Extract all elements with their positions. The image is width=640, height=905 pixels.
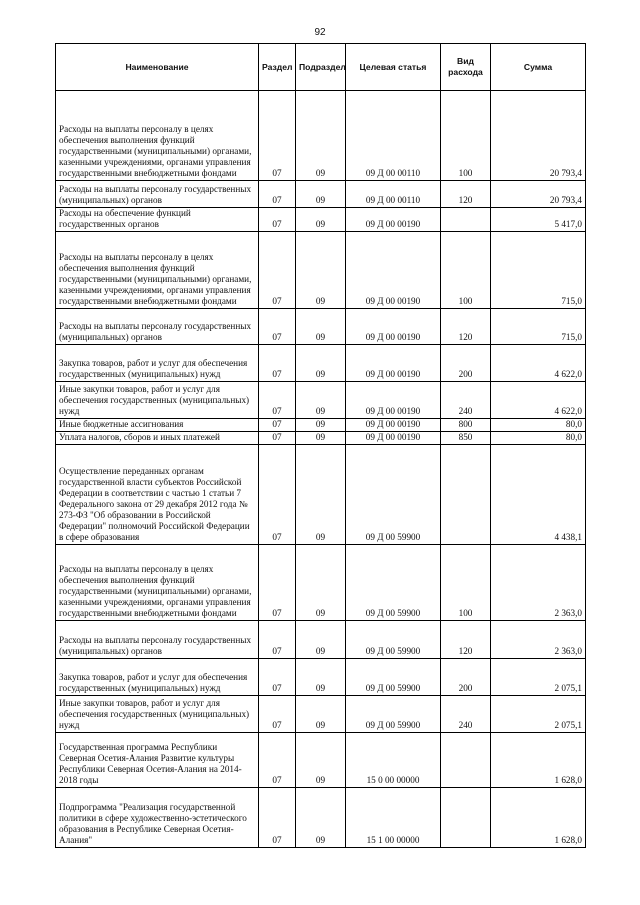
row-section: 07 — [259, 232, 296, 309]
row-name: Расходы на выплаты персоналу в целях обеспечения выполнения функций государственными (муниципальными) органами, казенными учреждениями, органами управления государственными внебюджетными фондами — [56, 91, 259, 181]
row-section: 07 — [259, 91, 296, 181]
row-subsection: 09 — [296, 621, 346, 659]
row-section: 07 — [259, 382, 296, 419]
row-section: 07 — [259, 733, 296, 788]
row-sum: 2 363,0 — [491, 545, 586, 621]
row-target: 09 Д 00 00190 — [346, 208, 441, 232]
row-name: Иные закупки товаров, работ и услуг для обеспечения государственных (муниципальных) нужд — [56, 696, 259, 733]
table-row — [56, 208, 586, 232]
row-section: 07 — [259, 621, 296, 659]
row-name: Иные закупки товаров, работ и услуг для обеспечения государственных (муниципальных) нужд — [56, 382, 259, 419]
row-sum: 20 793,4 — [491, 181, 586, 208]
header-subsection: Подраздел — [296, 44, 346, 91]
row-subsection: 09 — [296, 788, 346, 848]
row-type — [441, 208, 491, 232]
table-row — [56, 309, 586, 345]
row-sum: 2 075,1 — [491, 696, 586, 733]
row-section: 07 — [259, 696, 296, 733]
row-name: Расходы на выплаты персоналу в целях обеспечения выполнения функций государственными (муниципальными) органами, казенными учреждениями, органами управления государственными внебюджетными фондами — [56, 545, 259, 621]
row-type: 850 — [441, 432, 491, 445]
row-type: 120 — [441, 181, 491, 208]
row-target: 09 Д 00 00190 — [346, 419, 441, 432]
row-section: 07 — [259, 432, 296, 445]
row-subsection: 09 — [296, 345, 346, 382]
row-name: Расходы на выплаты персоналу государственных (муниципальных) органов — [56, 181, 259, 208]
row-sum: 2 363,0 — [491, 621, 586, 659]
row-type — [441, 733, 491, 788]
table-row — [56, 621, 586, 659]
table-row — [56, 545, 586, 621]
row-target: 09 Д 00 00190 — [346, 432, 441, 445]
table-row — [56, 696, 586, 733]
row-type: 200 — [441, 659, 491, 696]
row-subsection: 09 — [296, 733, 346, 788]
row-target: 09 Д 00 59900 — [346, 696, 441, 733]
table-row — [56, 181, 586, 208]
row-sum: 80,0 — [491, 432, 586, 445]
row-subsection: 09 — [296, 181, 346, 208]
header-name: Наименование — [56, 44, 259, 91]
row-subsection: 09 — [296, 419, 346, 432]
row-name: Расходы на обеспечение функций государственных органов — [56, 208, 259, 232]
row-name: Осуществление переданных органам государственной власти субъектов Российской Федерации в соответствии с частью 1 статьи 7 Федерального закона от 29 декабря 2012 года № 273-ФЗ "Об образовании в Российской Федерации" полномочий Российской Федерации в сфере образования — [56, 445, 259, 545]
row-type — [441, 445, 491, 545]
row-name: Государственная программа Республики Северная Осетия-Алания Развитие культуры Республики Северная Осетия-Алания на 2014-2018 годы — [56, 733, 259, 788]
row-subsection: 09 — [296, 545, 346, 621]
row-name: Подпрограмма "Реализация государственной политики в сфере художественно-эстетического образования в Республике Северная Осетия-Алания" — [56, 788, 259, 848]
row-target: 09 Д 00 59900 — [346, 545, 441, 621]
row-section: 07 — [259, 545, 296, 621]
row-name: Закупка товаров, работ и услуг для обеспечения государственных (муниципальных) нужд — [56, 345, 259, 382]
row-section: 07 — [259, 345, 296, 382]
row-subsection: 09 — [296, 232, 346, 309]
row-type: 200 — [441, 345, 491, 382]
row-subsection: 09 — [296, 309, 346, 345]
row-target: 09 Д 00 59900 — [346, 621, 441, 659]
row-section: 07 — [259, 659, 296, 696]
row-subsection: 09 — [296, 432, 346, 445]
row-sum: 4 438,1 — [491, 445, 586, 545]
row-target: 09 Д 00 00190 — [346, 309, 441, 345]
row-sum: 715,0 — [491, 309, 586, 345]
table-row — [56, 659, 586, 696]
row-section: 07 — [259, 445, 296, 545]
row-section: 07 — [259, 419, 296, 432]
row-type: 240 — [441, 696, 491, 733]
table-row — [56, 788, 586, 848]
row-sum: 4 622,0 — [491, 345, 586, 382]
row-type — [441, 788, 491, 848]
row-section: 07 — [259, 309, 296, 345]
header-section: Раздел — [259, 44, 296, 91]
row-target: 09 Д 00 00190 — [346, 382, 441, 419]
row-target: 09 Д 00 59900 — [346, 445, 441, 545]
table-row — [56, 432, 586, 445]
table-row — [56, 445, 586, 545]
header-target: Целевая статья — [346, 44, 441, 91]
row-target: 15 1 00 00000 — [346, 788, 441, 848]
row-sum: 20 793,4 — [491, 91, 586, 181]
row-type: 100 — [441, 232, 491, 309]
row-section: 07 — [259, 208, 296, 232]
table-row — [56, 91, 586, 181]
row-section: 07 — [259, 181, 296, 208]
row-target: 09 Д 00 00190 — [346, 232, 441, 309]
row-sum: 1 628,0 — [491, 788, 586, 848]
row-target: 09 Д 00 00190 — [346, 345, 441, 382]
budget-table — [55, 43, 586, 848]
row-subsection: 09 — [296, 91, 346, 181]
table-row — [56, 419, 586, 432]
row-name: Расходы на выплаты персоналу в целях обеспечения выполнения функций государственными (муниципальными) органами, казенными учреждениями, органами управления государственными внебюджетными фондами — [56, 232, 259, 309]
row-name: Иные бюджетные ассигнования — [56, 419, 259, 432]
header-sum: Сумма — [491, 44, 586, 91]
table-row — [56, 345, 586, 382]
table-row — [56, 733, 586, 788]
row-target: 15 0 00 00000 — [346, 733, 441, 788]
table-header-row — [56, 44, 586, 91]
row-type: 120 — [441, 309, 491, 345]
row-sum: 715,0 — [491, 232, 586, 309]
row-type: 120 — [441, 621, 491, 659]
row-target: 09 Д 00 59900 — [346, 659, 441, 696]
row-type: 100 — [441, 545, 491, 621]
row-name: Расходы на выплаты персоналу государственных (муниципальных) органов — [56, 309, 259, 345]
row-subsection: 09 — [296, 445, 346, 545]
row-sum: 4 622,0 — [491, 382, 586, 419]
row-type: 240 — [441, 382, 491, 419]
row-section: 07 — [259, 788, 296, 848]
row-sum: 80,0 — [491, 419, 586, 432]
row-sum: 1 628,0 — [491, 733, 586, 788]
row-sum: 5 417,0 — [491, 208, 586, 232]
row-type: 800 — [441, 419, 491, 432]
row-name: Закупка товаров, работ и услуг для обеспечения государственных (муниципальных) нужд — [56, 659, 259, 696]
header-type: Вид расхода — [441, 44, 491, 91]
page-number: 92 — [314, 27, 326, 38]
row-subsection: 09 — [296, 696, 346, 733]
row-sum: 2 075,1 — [491, 659, 586, 696]
row-target: 09 Д 00 00110 — [346, 181, 441, 208]
row-subsection: 09 — [296, 208, 346, 232]
table-row — [56, 232, 586, 309]
row-subsection: 09 — [296, 659, 346, 696]
row-name: Уплата налогов, сборов и иных платежей — [56, 432, 259, 445]
row-subsection: 09 — [296, 382, 346, 419]
row-target: 09 Д 00 00110 — [346, 91, 441, 181]
row-type: 100 — [441, 91, 491, 181]
row-name: Расходы на выплаты персоналу государственных (муниципальных) органов — [56, 621, 259, 659]
table-row — [56, 382, 586, 419]
